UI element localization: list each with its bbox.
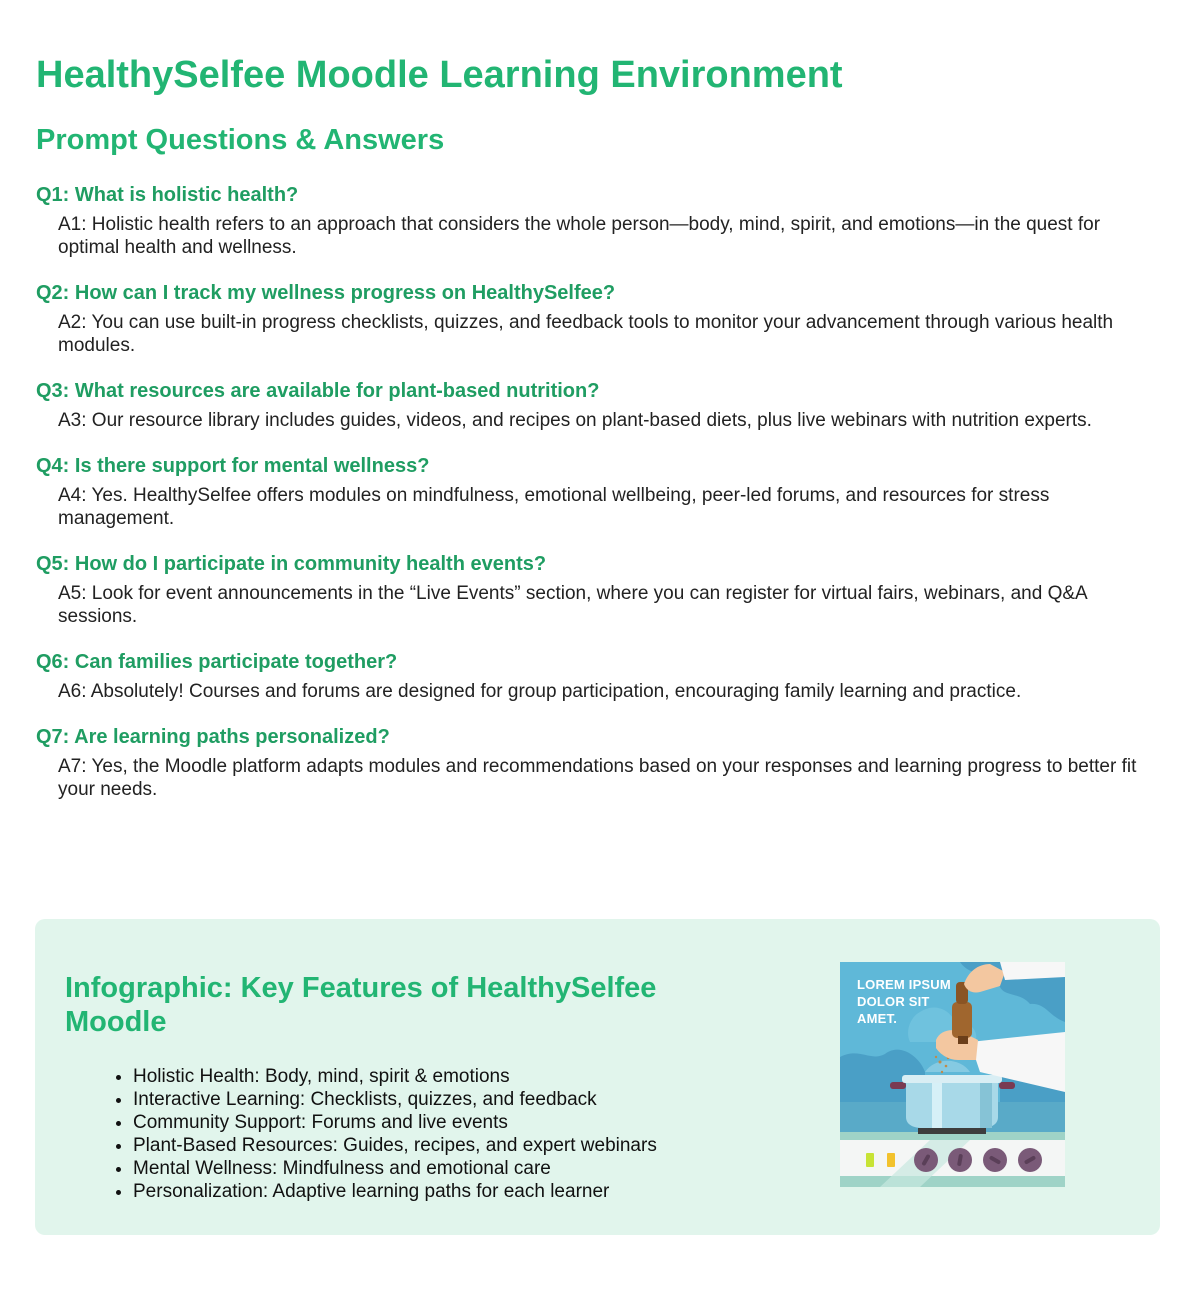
answer-1: A1: Holistic health refers to an approach that considers the whole person—body, mind, spirit, and emotions—in the quest for optimal health and wellness. [58, 214, 1101, 258]
image-caption: LOREM IPSUM DOLOR SIT AMET. [857, 977, 951, 1026]
feature-item: • Plant-Based Resources: Guides, recipes, and expert webinars [133, 1134, 657, 1157]
qa-item-3 [36, 377, 1166, 432]
question-6: Q6: Can families participate together? [36, 651, 398, 673]
question-1: Q1: What is holistic health? [36, 184, 299, 206]
answer-6: A6: Absolutely! Courses and forums are designed for group participation, encouraging family learning and practice. [58, 681, 1022, 702]
feature-item: • Personalization: Adaptive learning paths for each learner [133, 1180, 657, 1203]
answer-4: A4: Yes. HealthySelfee offers modules on mindfulness, emotional wellbeing, peer-led forums, and resources for stress management. [58, 485, 1050, 529]
answer-3: A3: Our resource library includes guides, videos, and recipes on plant-based diets, plus live webinars with nutrition experts. [58, 410, 1092, 431]
qa-list [36, 181, 1166, 821]
qa-item-1 [36, 181, 1166, 259]
cooking-illustration [840, 962, 1065, 1187]
qa-item-4 [36, 452, 1166, 530]
question-2: Q2: How can I track my wellness progress on HealthySelfee? [36, 282, 616, 304]
qa-item-6 [36, 648, 1166, 703]
feature-list [93, 1065, 657, 1203]
infographic-title: Infographic: Key Features of HealthySelfee Moodle [65, 972, 657, 1038]
section-title: Prompt Questions & Answers [36, 124, 445, 156]
feature-item: • Mental Wellness: Mindfulness and emotional care [133, 1157, 657, 1180]
question-3: Q3: What resources are available for plant-based nutrition? [36, 380, 600, 402]
answer-2: A2: You can use built-in progress checklists, quizzes, and feedback tools to monitor your advancement through various health modules. [58, 312, 1114, 356]
infographic-panel [35, 919, 1160, 1235]
question-5: Q5: How do I participate in community health events? [36, 553, 547, 575]
answer-7: A7: Yes, the Moodle platform adapts modules and recommendations based on your responses and learning progress to better fit your needs. [58, 756, 1137, 800]
question-4: Q4: Is there support for mental wellness? [36, 455, 430, 477]
feature-item: • Holistic Health: Body, mind, spirit & emotions [133, 1065, 657, 1088]
feature-item: • Interactive Learning: Checklists, quizzes, and feedback [133, 1088, 657, 1111]
qa-item-5 [36, 550, 1166, 628]
question-7: Q7: Are learning paths personalized? [36, 726, 390, 748]
feature-item: • Community Support: Forums and live events [133, 1111, 657, 1134]
qa-item-7 [36, 723, 1166, 801]
qa-item-2 [36, 279, 1166, 357]
answer-5: A5: Look for event announcements in the “Live Events” section, where you can register for virtual fairs, webinars, and Q&A sessions. [58, 583, 1087, 627]
page-title: HealthySelfee Moodle Learning Environment [36, 54, 843, 96]
